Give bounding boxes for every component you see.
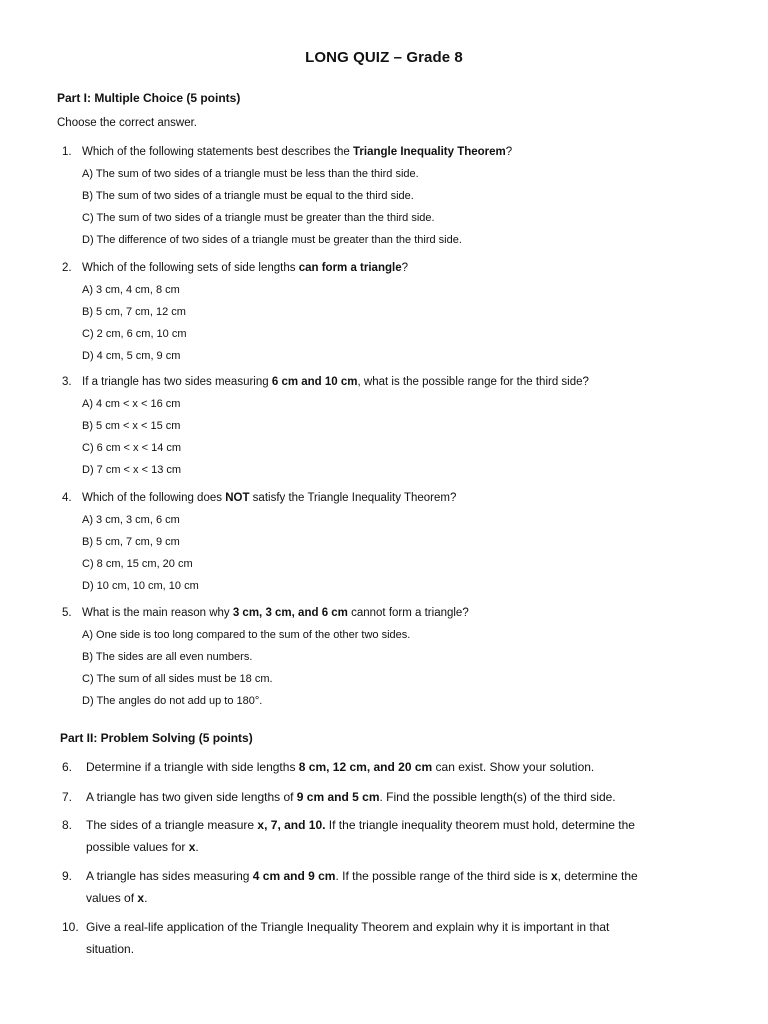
- question-emphasis: 3 cm, 3 cm, and 6 cm: [232, 607, 348, 619]
- problem-text-segment: If the triangle inequality theorem must hold, determine the possible values for: [86, 818, 635, 854]
- option-d: D) 7 cm < x < 13 cm: [82, 464, 182, 476]
- problem-text: [86, 916, 646, 960]
- part1-heading: Part I: Multiple Choice (5 points): [57, 91, 241, 105]
- question-text: If a triangle has two sides measuring: [82, 376, 272, 388]
- option-b: B) 5 cm < x < 15 cm: [82, 420, 181, 432]
- problem-text-segment: , determine the values of: [86, 869, 638, 905]
- question-5: [62, 602, 469, 712]
- problem-text-segment: .: [144, 891, 148, 905]
- problem-emphasis: 9 cm and 5 cm: [296, 790, 380, 804]
- problem-emphasis: 4 cm and 9 cm: [252, 869, 336, 883]
- question-text: Which of the following does: [82, 492, 226, 504]
- problem-10: [62, 916, 646, 960]
- option-c: C) 6 cm < x < 14 cm: [82, 442, 182, 454]
- option-a: A) One side is too long compared to the sum of the other two sides.: [82, 629, 411, 641]
- question-text: Which of the following sets of side lengths: [82, 262, 299, 274]
- question-text: , what is the possible range for the third side?: [357, 376, 589, 388]
- option-c: C) The sum of all sides must be 18 cm.: [82, 673, 273, 685]
- problem-emphasis: x: [188, 840, 196, 854]
- option-b: B) 5 cm, 7 cm, 9 cm: [82, 536, 180, 548]
- page-title: LONG QUIZ – Grade 8: [305, 49, 463, 66]
- problem-9: [62, 865, 646, 909]
- part1-instruction: Choose the correct answer.: [57, 117, 197, 129]
- problem-text-segment: A triangle has sides measuring: [86, 869, 253, 883]
- question-text: ?: [505, 146, 513, 158]
- problem-8: [62, 814, 646, 858]
- problem-text-segment: Give a real-life application of the Triangle Inequality Theorem and explain why it is important in that situation.: [86, 920, 610, 956]
- question-emphasis: 6 cm and 10 cm: [271, 376, 358, 388]
- question-number: 3.: [62, 376, 72, 388]
- option-b: B) The sides are all even numbers.: [82, 651, 253, 663]
- problem-emphasis: x: [137, 891, 145, 905]
- option-a: A) 4 cm < x < 16 cm: [82, 398, 181, 410]
- option-d: D) 10 cm, 10 cm, 10 cm: [82, 580, 199, 592]
- problem-text-segment: The sides of a triangle measure: [86, 818, 258, 832]
- problem-text: [86, 814, 646, 858]
- problem-text: [86, 786, 646, 808]
- problem-text-segment: . If the possible range of the third side is: [335, 869, 551, 883]
- part2-heading: Part II: Problem Solving (5 points): [60, 731, 253, 745]
- question-number: 6.: [62, 760, 73, 774]
- problem-6: [62, 756, 646, 778]
- option-b: B) The sum of two sides of a triangle must be equal to the third side.: [82, 190, 414, 202]
- option-c: C) 2 cm, 6 cm, 10 cm: [82, 328, 187, 340]
- option-a: A) 3 cm, 3 cm, 6 cm: [82, 514, 180, 526]
- question-text: ?: [401, 262, 408, 274]
- question-number: 8.: [62, 818, 73, 832]
- question-text: What is the main reason why: [82, 607, 233, 619]
- question-text: cannot form a triangle?: [347, 607, 469, 619]
- question-number: 2.: [62, 262, 72, 274]
- question-number: 4.: [62, 492, 72, 504]
- option-b: B) 5 cm, 7 cm, 12 cm: [82, 306, 186, 318]
- question-emphasis: NOT: [225, 492, 250, 504]
- option-c: C) The sum of two sides of a triangle must be greater than the third side.: [82, 212, 435, 224]
- option-c: C) 8 cm, 15 cm, 20 cm: [82, 558, 193, 570]
- question-4: [62, 487, 456, 597]
- problem-text-segment: Determine if a triangle with side lengths: [86, 760, 299, 774]
- problem-emphasis: x, 7, and 10.: [257, 818, 326, 832]
- problem-text: [86, 865, 646, 909]
- problem-emphasis: 8 cm, 12 cm, and 20 cm: [298, 760, 433, 774]
- question-number: 9.: [62, 869, 73, 883]
- problem-text-segment: can exist. Show your solution.: [432, 760, 595, 774]
- question-number: 5.: [62, 607, 72, 619]
- question-emphasis: can form a triangle: [298, 262, 402, 274]
- option-d: D) The angles do not add up to 180°.: [82, 695, 263, 707]
- option-d: D) The difference of two sides of a triangle must be greater than the third side.: [82, 234, 462, 246]
- problem-text: [86, 756, 646, 778]
- question-text: Which of the following statements best describes the: [82, 146, 354, 158]
- question-number: 7.: [62, 790, 73, 804]
- question-1: [62, 141, 512, 251]
- problem-emphasis: x: [550, 869, 558, 883]
- option-a: A) The sum of two sides of a triangle must be less than the third side.: [82, 168, 419, 180]
- question-3: [62, 371, 589, 481]
- problem-text-segment: .: [195, 840, 199, 854]
- question-2: [62, 257, 408, 367]
- problem-7: [62, 786, 646, 808]
- option-d: D) 4 cm, 5 cm, 9 cm: [82, 350, 181, 362]
- option-a: A) 3 cm, 4 cm, 8 cm: [82, 284, 180, 296]
- problem-text-segment: A triangle has two given side lengths of: [86, 790, 297, 804]
- problem-text-segment: . Find the possible length(s) of the third side.: [379, 790, 616, 804]
- question-text: satisfy the Triangle Inequality Theorem?: [249, 492, 457, 504]
- question-number: 1.: [62, 146, 72, 158]
- question-number: 10.: [62, 920, 79, 934]
- question-emphasis: Triangle Inequality Theorem: [353, 146, 506, 158]
